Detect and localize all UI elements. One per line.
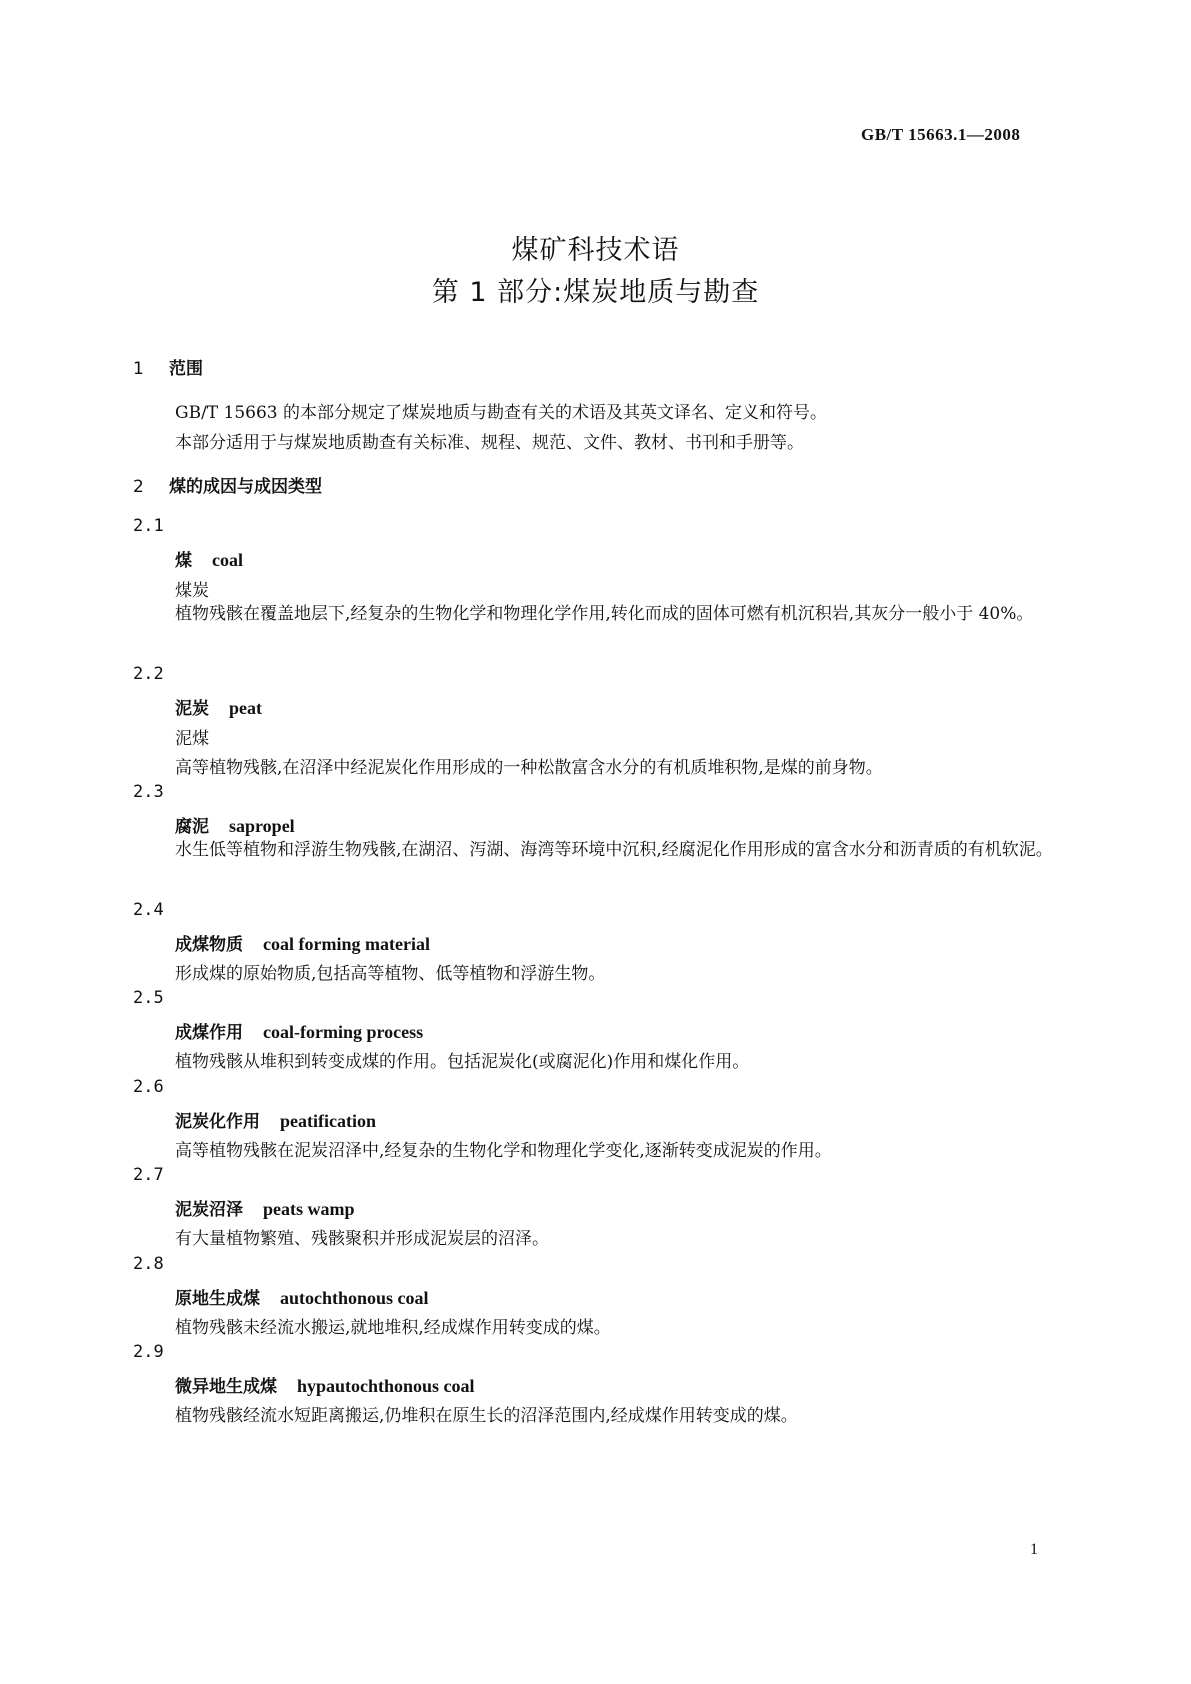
- term-definition: 植物残骸从堆积到转变成煤的作用。包括泥炭化(或腐泥化)作用和煤化作用。: [175, 1052, 750, 1072]
- entry-number: 2.2: [133, 664, 164, 684]
- term-definition: 形成煤的原始物质,包括高等植物、低等植物和浮游生物。: [175, 964, 606, 984]
- term-definition: 植物残骸经流水短距离搬运,仍堆积在原生长的沼泽范围内,经成煤作用转变成的煤。: [175, 1406, 798, 1426]
- term-definition: 植物残骸在覆盖地层下,经复杂的生物化学和物理化学作用,转化而成的固体可燃有机沉积岩,其灰分一般小于 40%。: [175, 604, 1034, 624]
- term-cn: 微异地生成煤: [175, 1377, 277, 1397]
- document-title: 煤矿科技术语: [511, 235, 680, 266]
- scope-paragraph-1: GB/T 15663 的本部分规定了煤炭地质与勘查有关的术语及其英文译名、定义和符号。: [175, 403, 828, 423]
- section-title: 范围: [169, 359, 203, 379]
- term-en: coal-forming process: [263, 1022, 424, 1042]
- term-cn: 成煤作用: [175, 1023, 243, 1043]
- document-subtitle: 第 1 部分:煤炭地质与勘查: [431, 277, 760, 308]
- term-heading: [175, 694, 262, 719]
- term-cn: 原地生成煤: [175, 1289, 260, 1309]
- term-en: peatification: [280, 1111, 376, 1131]
- entry-number: 2.7: [133, 1165, 164, 1185]
- term-en: peat: [229, 698, 262, 718]
- entry-number: 2.1: [133, 516, 164, 536]
- term-cn: 成煤物质: [175, 935, 243, 955]
- entry-number: 2.6: [133, 1077, 164, 1097]
- term-cn: 泥炭沼泽: [175, 1200, 243, 1220]
- term-definition: 高等植物残骸,在沼泽中经泥炭化作用形成的一种松散富含水分的有机质堆积物,是煤的前身物。: [175, 758, 883, 778]
- term-heading: [175, 1018, 423, 1043]
- term-en: coal: [212, 550, 243, 570]
- term-synonym: 煤炭: [175, 581, 209, 601]
- term-cn: 腐泥: [175, 817, 209, 837]
- section-number: 2: [133, 477, 144, 497]
- section-2-heading: [133, 472, 322, 497]
- term-synonym: 泥煤: [175, 729, 209, 749]
- page-number: 1: [1030, 1541, 1038, 1558]
- term-definition: 高等植物残骸在泥炭沼泽中,经复杂的生物化学和物理化学变化,逐渐转变成泥炭的作用。: [175, 1141, 832, 1161]
- term-heading: [175, 930, 430, 955]
- term-definition: 植物残骸未经流水搬运,就地堆积,经成煤作用转变成的煤。: [175, 1318, 611, 1338]
- term-en: sapropel: [229, 816, 295, 836]
- term-heading: [175, 546, 243, 571]
- term-heading: [175, 1372, 475, 1397]
- term-heading: [175, 1195, 355, 1220]
- term-definition: 水生低等植物和浮游生物残骸,在湖沼、泻湖、海湾等环境中沉积,经腐泥化作用形成的富含水分和沥青质的有机软泥。: [175, 840, 1053, 860]
- term-en: hypautochthonous coal: [297, 1376, 475, 1396]
- term-cn: 泥炭化作用: [175, 1112, 260, 1132]
- term-en: coal forming material: [263, 934, 430, 954]
- term-en: autochthonous coal: [280, 1288, 429, 1308]
- term-heading: [175, 1107, 376, 1132]
- entry-number: 2.9: [133, 1342, 164, 1362]
- scope-paragraph-2: 本部分适用于与煤炭地质勘查有关标准、规程、规范、文件、教材、书刊和手册等。: [175, 433, 804, 453]
- entry-number: 2.4: [133, 900, 164, 920]
- term-cn: 泥炭: [175, 699, 209, 719]
- document-number: GB/T 15663.1—2008: [861, 125, 1021, 144]
- entry-number: 2.8: [133, 1254, 164, 1274]
- term-definition: 有大量植物繁殖、残骸聚积并形成泥炭层的沼泽。: [175, 1229, 549, 1249]
- entry-number: 2.3: [133, 782, 164, 802]
- entry-number: 2.5: [133, 988, 164, 1008]
- section-1-heading: [133, 354, 203, 379]
- term-en: peats wamp: [263, 1199, 355, 1219]
- section-title: 煤的成因与成因类型: [169, 477, 322, 497]
- section-number: 1: [133, 359, 144, 379]
- term-heading: [175, 1284, 429, 1309]
- term-cn: 煤: [175, 551, 192, 571]
